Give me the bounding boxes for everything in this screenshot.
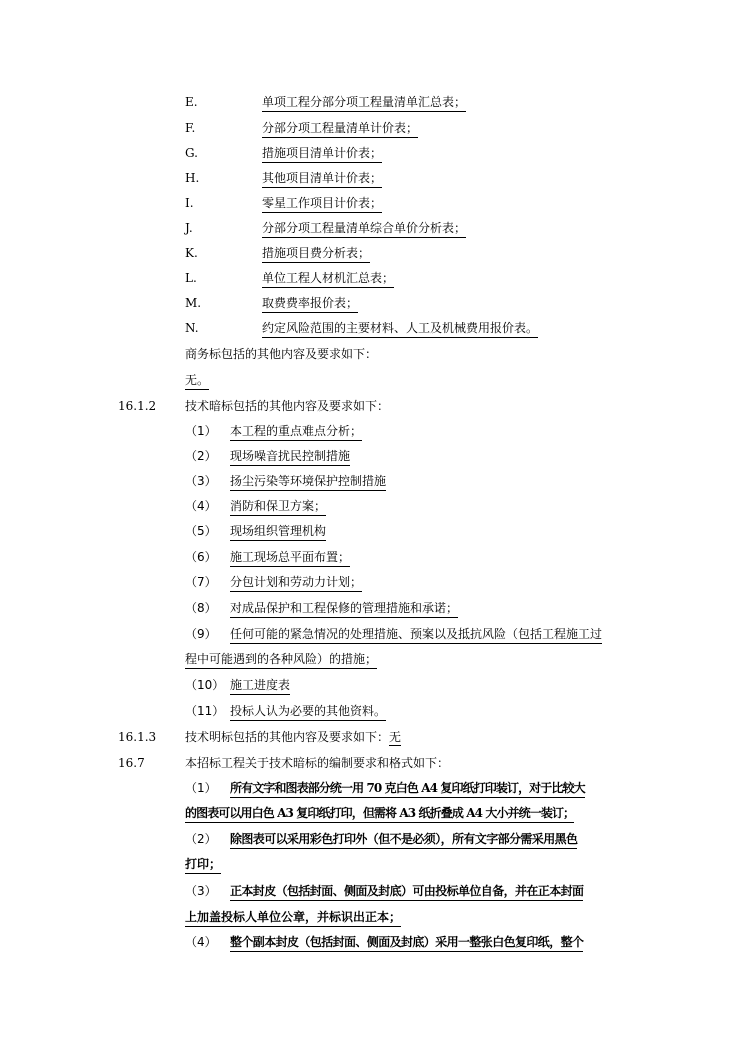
item-text: 措施项目费分析表； — [262, 245, 370, 263]
item-letter: G. — [185, 146, 198, 160]
item-letter: I. — [185, 196, 194, 210]
tech-item-text: 对成品保护和工程保修的管理措施和承诺； — [230, 600, 458, 618]
tech-item-text: 扬尘污染等环境保护控制措施 — [230, 473, 386, 491]
req-number: （1） — [185, 781, 217, 795]
item-letter: M. — [185, 296, 202, 310]
req-number: （2） — [185, 832, 217, 846]
tech-item-number: （2） — [185, 449, 217, 463]
req-text-continued: 的图表可以用白色 A3 复印纸打印，但需将 A3 纸折叠成 A4 大小并统一装订； — [185, 805, 574, 823]
req-text: 除图表可以采用彩色打印外（但不是必须），所有文字部分需采用黑色 — [230, 831, 577, 849]
tech-item-number: （5） — [185, 524, 217, 538]
tech-item-number: （7） — [185, 575, 217, 589]
item-text: 分部分项工程量清单计价表； — [262, 120, 418, 138]
req-text: 正本封皮（包括封面、侧面及封底）可由投标单位自备，并在正本封面 — [230, 883, 583, 901]
req-number: （4） — [185, 935, 217, 949]
item-letter: K. — [185, 246, 198, 260]
item-text: 单项工程分部分项工程量清单汇总表； — [262, 94, 466, 112]
item-letter: E. — [185, 95, 198, 109]
tech-item-text: 本工程的重点难点分析； — [230, 423, 362, 441]
tech-item-number: （1） — [185, 424, 217, 438]
tech-item-text: 消防和保卫方案； — [230, 498, 326, 516]
req-text: 整个副本封皮（包括封面、侧面及封底）采用一整张白色复印纸，整个 — [230, 934, 583, 952]
item-letter: J. — [185, 221, 193, 235]
item-letter: H. — [185, 171, 200, 185]
req-text-continued: 打印； — [185, 856, 221, 874]
tech-item-text: 现场噪音扰民控制措施 — [230, 448, 350, 466]
tech-item-text: 分包计划和劳动力计划； — [230, 574, 362, 592]
section-value: 无 — [389, 730, 402, 744]
item-letter: F. — [185, 121, 196, 135]
tech-item-text: 投标人认为必要的其他资料。 — [230, 703, 386, 721]
item-text: 单位工程人材机汇总表； — [262, 270, 394, 288]
tech-item-number: （11） — [185, 704, 225, 718]
item-text: 措施项目清单计价表； — [262, 145, 382, 163]
item-text: 分部分项工程量清单综合单价分析表； — [262, 220, 466, 238]
tech-item-number: （8） — [185, 601, 217, 615]
section-heading: 技术暗标包括的其他内容及要求如下： — [185, 399, 390, 413]
tech-item-number: （4） — [185, 499, 217, 513]
tech-item-number: （6） — [185, 550, 217, 564]
req-text-continued: 上加盖投标人单位公章，并标识出正本； — [185, 909, 401, 927]
item-letter: L. — [185, 271, 197, 285]
tech-item-text: 任何可能的紧急情况的处理措施、预案以及抵抗风险（包括工程施工过 — [230, 626, 602, 644]
section-number: 16.1.3 — [118, 730, 157, 744]
req-text: 所有文字和图表部分统一用 70 克白色 A4 复印纸打印装订，对于比较大 — [230, 780, 585, 798]
item-text: 零星工作项目计价表； — [262, 195, 382, 213]
tech-item-text-continued: 程中可能遇到的各种风险）的措施； — [185, 651, 377, 669]
section-number: 16.1.2 — [118, 399, 157, 413]
business-none: 无。 — [185, 372, 209, 390]
section-heading-text: 技术明标包括的其他内容及要求如下： — [185, 730, 390, 744]
section-heading: 本招标工程关于技术暗标的编制要求和格式如下： — [185, 756, 450, 770]
section-number: 16.7 — [118, 756, 145, 770]
tech-item-text: 施工现场总平面布置； — [230, 549, 350, 567]
tech-item-text: 施工进度表 — [230, 677, 290, 695]
section-heading — [185, 729, 401, 745]
req-number: （3） — [185, 884, 217, 898]
business-other-heading: 商务标包括的其他内容及要求如下： — [185, 347, 378, 361]
item-text: 其他项目清单计价表； — [262, 170, 382, 188]
item-letter: N. — [185, 321, 199, 335]
tech-item-text: 现场组织管理机构 — [230, 523, 326, 541]
tech-item-number: （3） — [185, 474, 217, 488]
item-text: 取费费率报价表； — [262, 295, 358, 313]
tech-item-number: （9） — [185, 627, 217, 641]
tech-item-number: （10） — [185, 678, 225, 692]
item-text: 约定风险范围的主要材料、人工及机械费用报价表。 — [262, 320, 538, 338]
